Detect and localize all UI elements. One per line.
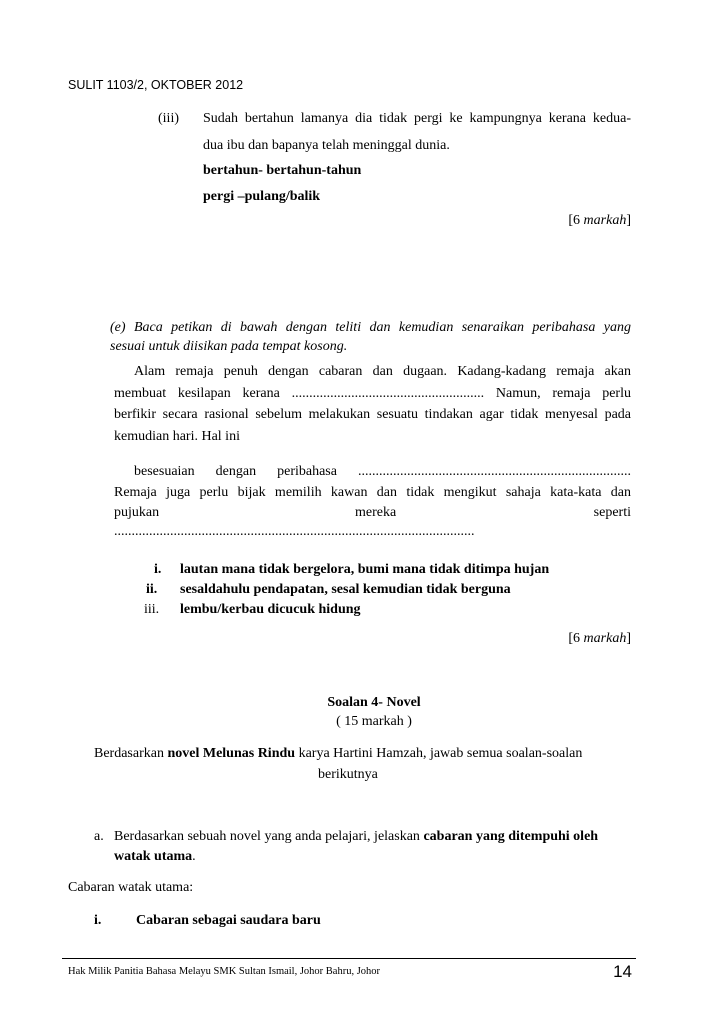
marks-2: [6 markah] — [568, 631, 631, 646]
passage-line2: membuat kesilapan kerana ....................................................... Namun, remaja perlu — [114, 386, 631, 401]
item-iii-line2: dua ibu dan bapanya telah meninggal dunia. — [203, 138, 450, 153]
passage-line1: Alam remaja penuh dengan cabaran dan dugaan. Kadang-kadang remaja akan — [134, 364, 631, 379]
passage-line8: ....................................................................................................... — [114, 524, 475, 539]
footer-rule — [62, 958, 636, 959]
passage-line5: besesuaian dengan peribahasa .............................................................................. — [134, 464, 631, 479]
answer-2-number: ii. — [146, 582, 158, 597]
question-e-line2: sesuai untuk diisikan pada tempat kosong. — [110, 339, 348, 354]
item-i-number: i. — [94, 913, 102, 928]
passage-line7-seperti: seperti — [593, 505, 631, 520]
item-iii-line1: Sudah bertahun lamanya dia tidak pergi ke kampungnya kerana kedua- — [203, 111, 631, 126]
passage-line4: kemudian hari. Hal ini — [114, 429, 240, 444]
answer-3-text: lembu/kerbau dicucuk hidung — [180, 602, 361, 617]
answer-2-text: sesaldahulu pendapatan, sesal kemudian tidak berguna — [180, 582, 511, 597]
passage-line7-mereka: mereka — [355, 505, 397, 520]
intro-line1: Berdasarkan novel Melunas Rindu karya Hartini Hamzah, jawab semua soalan-soalan — [94, 746, 583, 761]
passage-line7-pujukan: pujukan — [114, 505, 160, 520]
page-header: SULIT 1103/2, OKTOBER 2012 — [68, 78, 244, 92]
page-number: 14 — [613, 962, 632, 981]
question-e-line1: (e) Baca petikan di bawah dengan teliti dan kemudian senaraikan peribahasa yang — [110, 320, 631, 335]
question-a-line1: Berdasarkan sebuah novel yang anda pelajari, jelaskan cabaran yang ditempuhi oleh — [114, 829, 599, 844]
item-iii-answer2: pergi –pulang/balik — [203, 189, 321, 204]
item-i-text: Cabaran sebagai saudara baru — [136, 913, 321, 928]
section-title: Soalan 4- Novel — [327, 695, 421, 710]
intro-line2: berikutnya — [318, 767, 378, 782]
answer-1-number: i. — [154, 562, 162, 577]
item-iii-answer1: bertahun- bertahun-tahun — [203, 163, 362, 178]
answer-1-text: lautan mana tidak bergelora, bumi mana tidak ditimpa hujan — [180, 562, 550, 577]
cabaran-label: Cabaran watak utama: — [68, 880, 194, 895]
passage-line3: berfikir secara rasional sebelum melakukan sesuatu tindakan agar tidak menyesal pada — [114, 407, 631, 422]
section-subtitle: ( 15 markah ) — [336, 714, 412, 729]
question-a-line2: watak utama. — [114, 849, 196, 864]
passage-line6: Remaja juga perlu bijak memilih kawan dan tidak mengikut sahaja kata-kata dan — [114, 485, 631, 500]
answer-3-number: iii. — [144, 602, 160, 617]
footer-text: Hak Milik Panitia Bahasa Melayu SMK Sultan Ismail, Johor Bahru, Johor — [68, 966, 381, 977]
marks-1: [6 markah] — [568, 213, 631, 228]
item-iii-number: (iii) — [158, 111, 179, 126]
question-a-number: a. — [94, 829, 104, 844]
